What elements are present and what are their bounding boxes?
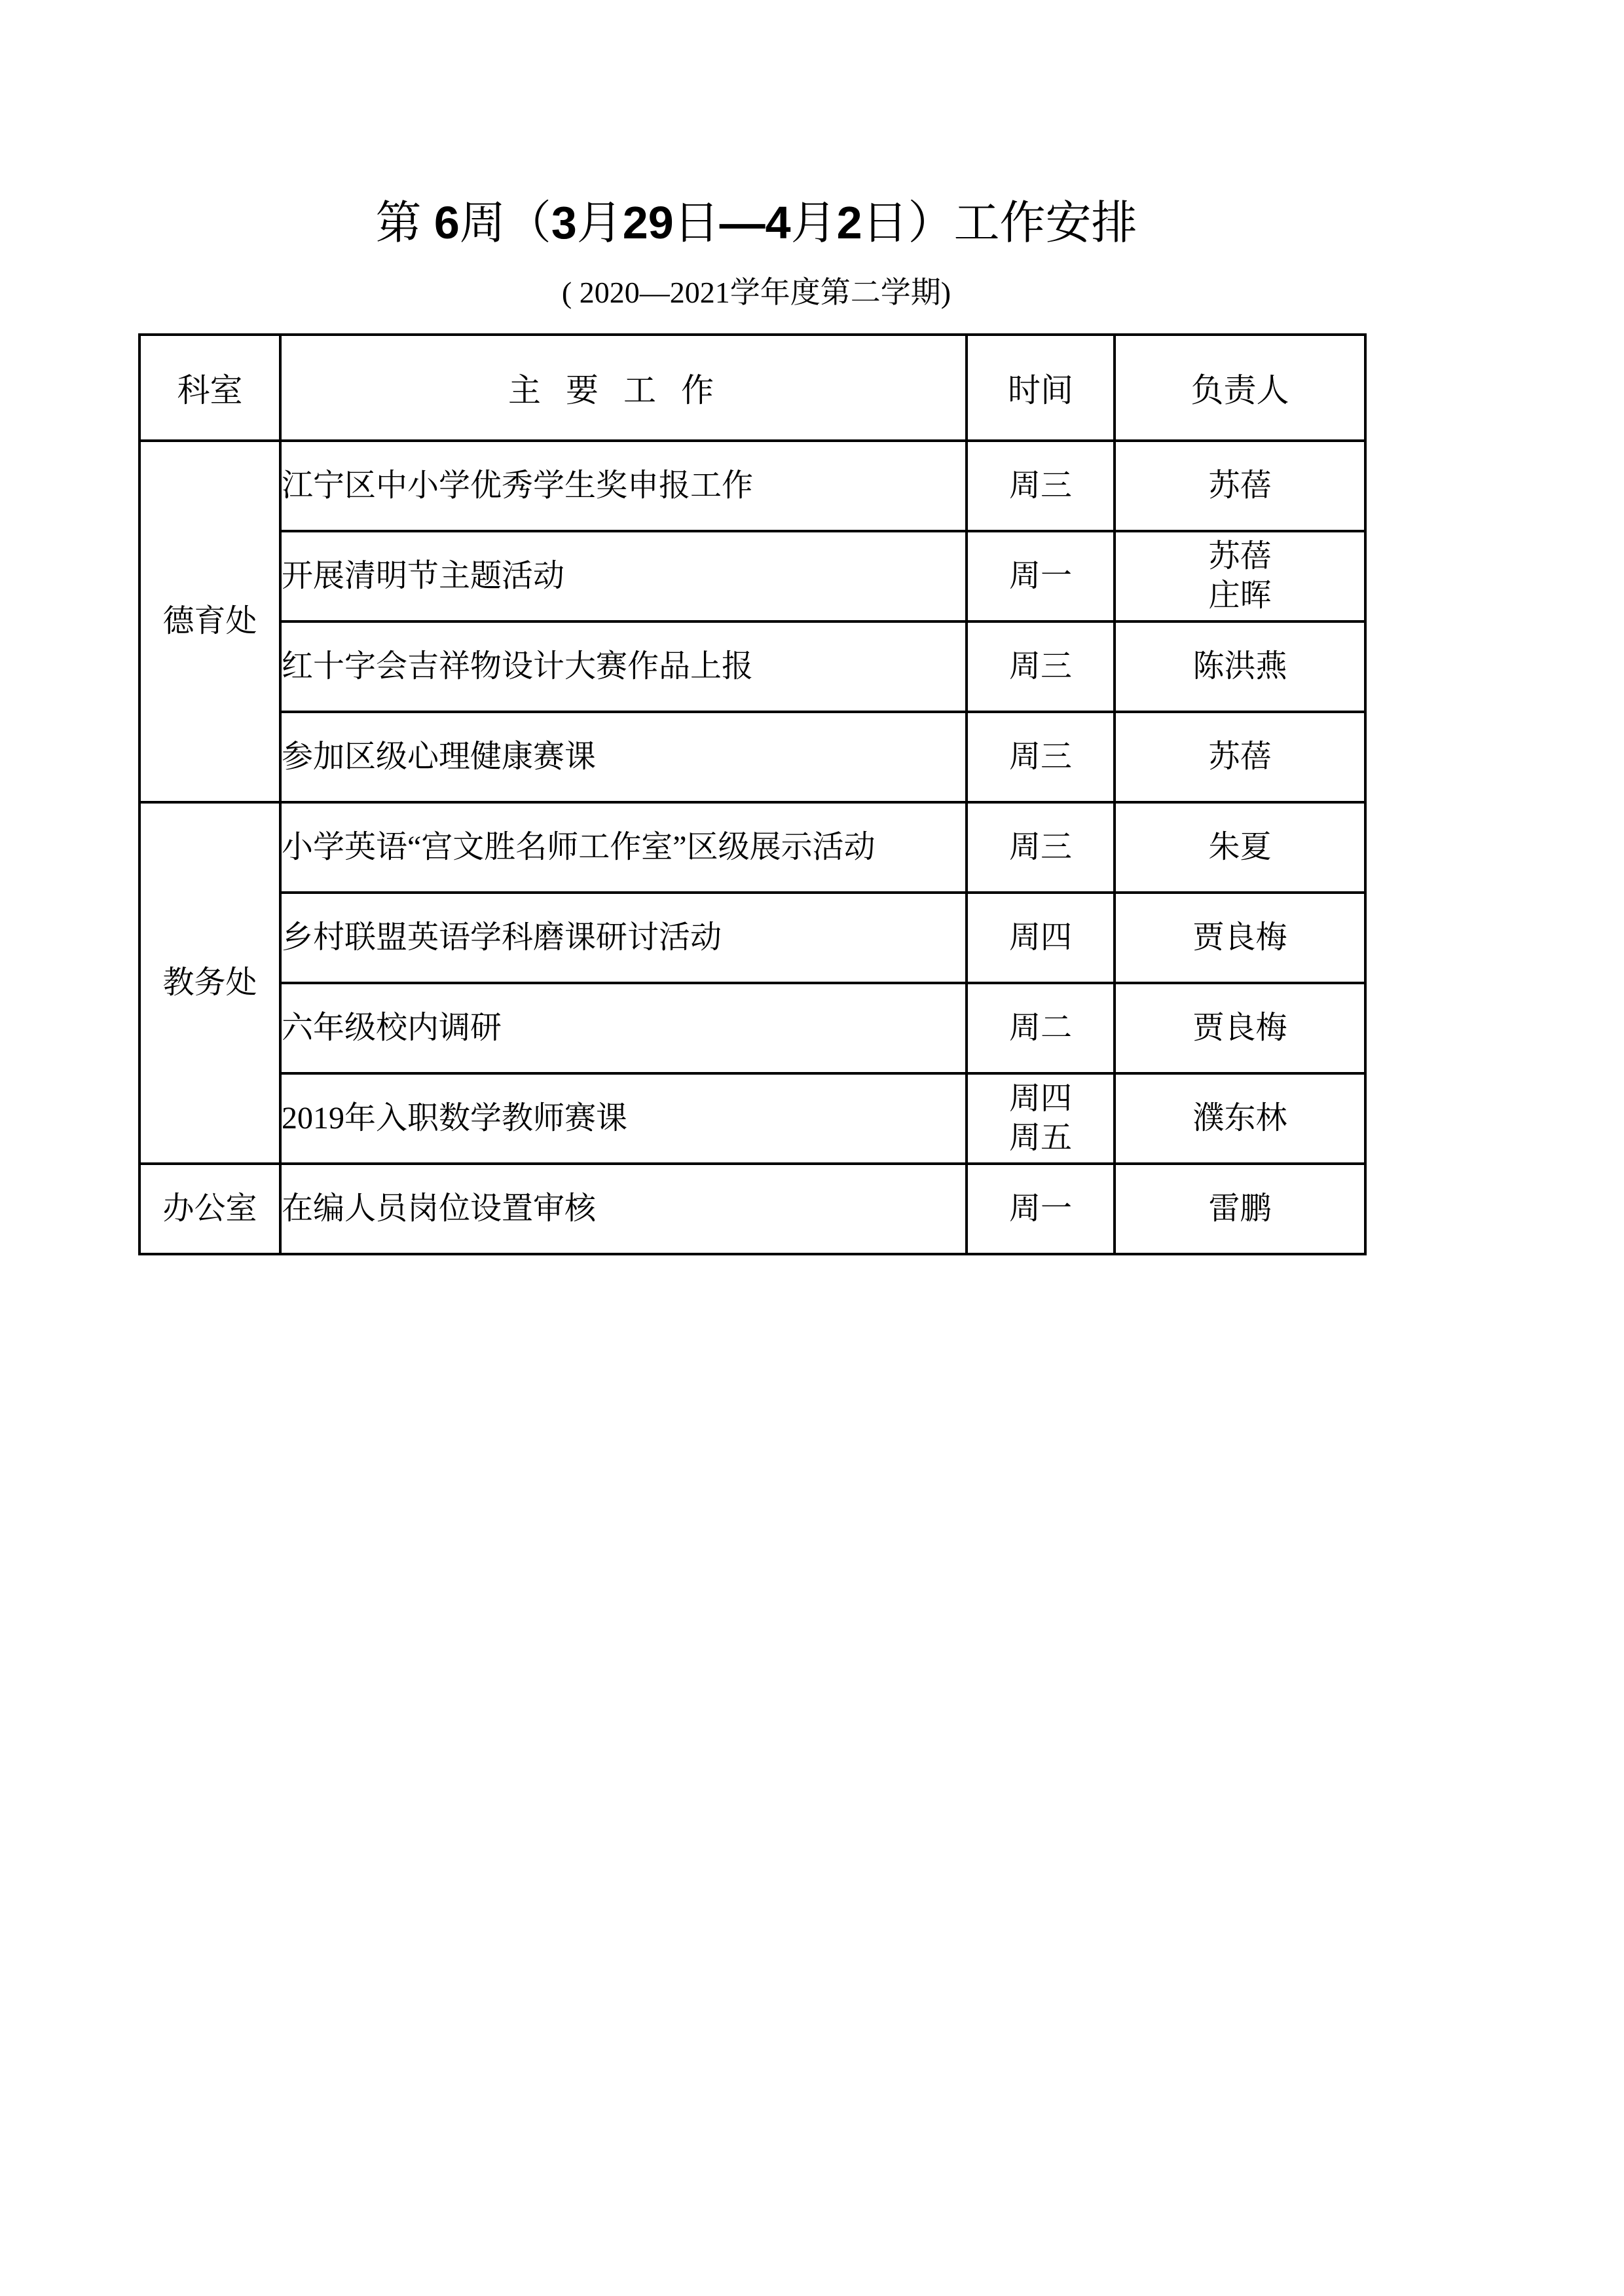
person-cell — [1115, 1073, 1365, 1164]
person-name: 贾良梅 — [1192, 1010, 1287, 1045]
time-cell — [967, 712, 1115, 802]
person-name: 贾良梅 — [1192, 920, 1287, 955]
person-name: 苏蓓 — [1208, 739, 1272, 774]
person-name: 濮东林 — [1192, 1101, 1287, 1136]
department-cell: 德育处 — [139, 441, 280, 802]
title-part: 日）工作安排 — [862, 197, 1137, 248]
title-part: 3 — [551, 197, 577, 248]
header-row — [139, 335, 1365, 441]
title-part: 29 — [622, 197, 674, 248]
task-cell: 江宁区中小学优秀学生奖申报工作 — [280, 441, 967, 531]
time-value: 周四 — [1008, 920, 1072, 955]
time-cell — [967, 802, 1115, 893]
table-row — [139, 893, 1365, 983]
time-value: 周一 — [1008, 1191, 1072, 1226]
page-subtitle: ( 2020—2021学年度第二学期) — [561, 276, 951, 309]
table-row — [139, 531, 1365, 621]
table-row — [139, 983, 1365, 1073]
task-cell: 参加区级心理健康赛课 — [280, 712, 967, 802]
person-cell — [1115, 802, 1365, 893]
title-part: 第 — [375, 197, 434, 248]
person-cell — [1115, 893, 1365, 983]
title-part: 日 — [673, 197, 720, 248]
time-value: 周三 — [1008, 649, 1072, 684]
department-cell: 办公室 — [139, 1164, 280, 1254]
time-value: 周四 — [1008, 1081, 1072, 1116]
table-row — [139, 712, 1365, 802]
table-row — [139, 1164, 1365, 1254]
title-part: 6 — [434, 197, 460, 248]
person-name: 朱夏 — [1208, 830, 1272, 864]
time-cell — [967, 441, 1115, 531]
person-cell — [1115, 1164, 1365, 1254]
title-part: 月 — [576, 197, 623, 248]
task-cell: 小学英语“宫文胜名师工作室”区级展示活动 — [280, 802, 967, 893]
time-value: 周三 — [1008, 468, 1072, 503]
header-person: 负责人 — [1115, 335, 1365, 441]
task-cell: 乡村联盟英语学科磨课研讨活动 — [280, 893, 967, 983]
schedule-table — [138, 333, 1367, 1255]
department-cell: 教务处 — [139, 802, 280, 1164]
person-name: 雷鹏 — [1208, 1191, 1272, 1226]
title-part: —4 — [719, 197, 791, 248]
header-work: 主要工作 — [280, 335, 967, 441]
table-row — [139, 802, 1365, 893]
page-title — [0, 190, 1513, 255]
table-row — [139, 621, 1365, 712]
table-row — [139, 441, 1365, 531]
person-name: 苏蓓 — [1208, 539, 1272, 574]
time-value: 周三 — [1008, 830, 1072, 864]
person-cell — [1115, 983, 1365, 1073]
task-cell: 在编人员岗位设置审核 — [280, 1164, 967, 1254]
task-cell: 红十字会吉祥物设计大赛作品上报 — [280, 621, 967, 712]
time-cell — [967, 621, 1115, 712]
title-part: 周（ — [459, 197, 551, 248]
title-part: 2 — [836, 197, 862, 248]
title-part: 月 — [790, 197, 837, 248]
time-cell — [967, 1164, 1115, 1254]
time-value: 周三 — [1008, 739, 1072, 774]
person-cell — [1115, 621, 1365, 712]
person-name: 苏蓓 — [1208, 468, 1272, 503]
header-time: 时间 — [967, 335, 1115, 441]
time-cell — [967, 531, 1115, 621]
person-cell — [1115, 531, 1365, 621]
person-name: 陈洪燕 — [1192, 649, 1287, 684]
time-value: 周五 — [1008, 1120, 1072, 1155]
time-cell — [967, 893, 1115, 983]
header-department: 科室 — [139, 335, 280, 441]
time-cell — [967, 1073, 1115, 1164]
task-cell: 六年级校内调研 — [280, 983, 967, 1073]
person-name: 庄晖 — [1208, 578, 1272, 613]
time-value: 周一 — [1008, 559, 1072, 593]
task-cell: 开展清明节主题活动 — [280, 531, 967, 621]
person-cell — [1115, 441, 1365, 531]
time-cell — [967, 983, 1115, 1073]
person-cell — [1115, 712, 1365, 802]
task-cell: 2019年入职数学教师赛课 — [280, 1073, 967, 1164]
table-row — [139, 1073, 1365, 1164]
time-value: 周二 — [1008, 1010, 1072, 1045]
